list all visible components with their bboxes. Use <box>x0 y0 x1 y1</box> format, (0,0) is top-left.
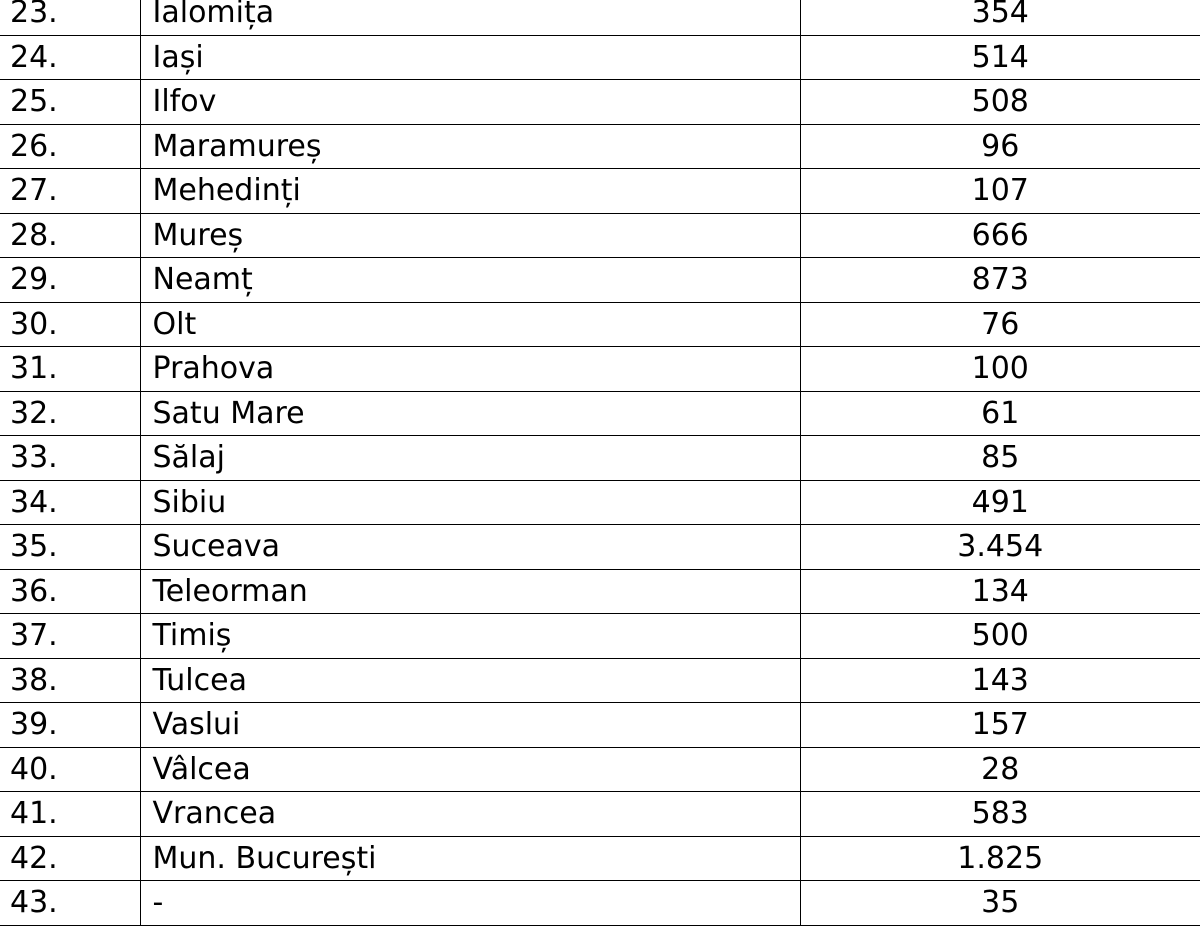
value-cell: 143 <box>800 658 1200 703</box>
row-number-cell: 24. <box>0 35 140 80</box>
county-name-cell: Prahova <box>140 347 800 392</box>
county-name-cell: Satu Mare <box>140 391 800 436</box>
table-row <box>0 391 1200 436</box>
row-number-cell: 31. <box>0 347 140 392</box>
value-cell: 3.454 <box>800 525 1200 570</box>
value-cell: 508 <box>800 80 1200 125</box>
table-row <box>0 302 1200 347</box>
row-number-cell: 40. <box>0 747 140 792</box>
row-number-cell: 26. <box>0 124 140 169</box>
table-row <box>0 0 1200 35</box>
county-name-cell: Mun. București <box>140 836 800 881</box>
county-name-cell: Ialomița <box>140 0 800 35</box>
table-row <box>0 703 1200 748</box>
county-name-cell: Vâlcea <box>140 747 800 792</box>
county-name-cell: Teleorman <box>140 569 800 614</box>
value-cell: 491 <box>800 480 1200 525</box>
table-row <box>0 525 1200 570</box>
value-cell: 354 <box>800 0 1200 35</box>
table-row <box>0 881 1200 926</box>
county-name-cell: - <box>140 881 800 926</box>
value-cell: 583 <box>800 792 1200 837</box>
row-number-cell: 28. <box>0 213 140 258</box>
row-number-cell: 32. <box>0 391 140 436</box>
county-name-cell: Sălaj <box>140 436 800 481</box>
row-number-cell: 38. <box>0 658 140 703</box>
table-row <box>0 614 1200 659</box>
value-cell: 61 <box>800 391 1200 436</box>
table-row <box>0 792 1200 837</box>
value-cell: 1.825 <box>800 836 1200 881</box>
county-name-cell: Vrancea <box>140 792 800 837</box>
value-cell: 28 <box>800 747 1200 792</box>
row-number-cell: 27. <box>0 169 140 214</box>
value-cell: 107 <box>800 169 1200 214</box>
table-row <box>0 480 1200 525</box>
row-number-cell: 39. <box>0 703 140 748</box>
row-number-cell: 37. <box>0 614 140 659</box>
county-name-cell: Mureș <box>140 213 800 258</box>
county-name-cell: Suceava <box>140 525 800 570</box>
table-row <box>0 258 1200 303</box>
value-cell: 873 <box>800 258 1200 303</box>
county-name-cell: Olt <box>140 302 800 347</box>
value-cell: 35 <box>800 881 1200 926</box>
value-cell: 76 <box>800 302 1200 347</box>
value-cell: 134 <box>800 569 1200 614</box>
row-number-cell: 43. <box>0 881 140 926</box>
table-row <box>0 169 1200 214</box>
county-name-cell: Mehedinți <box>140 169 800 214</box>
value-cell: 500 <box>800 614 1200 659</box>
table-row <box>0 436 1200 481</box>
table-row <box>0 124 1200 169</box>
county-name-cell: Vaslui <box>140 703 800 748</box>
table-row <box>0 80 1200 125</box>
row-number-cell: 25. <box>0 80 140 125</box>
table-row <box>0 35 1200 80</box>
county-name-cell: Timiș <box>140 614 800 659</box>
row-number-cell: 42. <box>0 836 140 881</box>
row-number-cell: 33. <box>0 436 140 481</box>
county-name-cell: Ilfov <box>140 80 800 125</box>
row-number-cell: 36. <box>0 569 140 614</box>
value-cell: 85 <box>800 436 1200 481</box>
row-number-cell: 23. <box>0 0 140 35</box>
county-name-cell: Tulcea <box>140 658 800 703</box>
value-cell: 96 <box>800 124 1200 169</box>
value-cell: 157 <box>800 703 1200 748</box>
value-cell: 666 <box>800 213 1200 258</box>
table-row <box>0 658 1200 703</box>
county-name-cell: Maramureș <box>140 124 800 169</box>
row-number-cell: 34. <box>0 480 140 525</box>
row-number-cell: 30. <box>0 302 140 347</box>
county-name-cell: Iași <box>140 35 800 80</box>
table-row <box>0 347 1200 392</box>
row-number-cell: 41. <box>0 792 140 837</box>
county-name-cell: Sibiu <box>140 480 800 525</box>
value-cell: 514 <box>800 35 1200 80</box>
table-row <box>0 569 1200 614</box>
table-row <box>0 836 1200 881</box>
table-row <box>0 213 1200 258</box>
county-name-cell: Neamț <box>140 258 800 303</box>
value-cell: 100 <box>800 347 1200 392</box>
row-number-cell: 29. <box>0 258 140 303</box>
table-row <box>0 747 1200 792</box>
row-number-cell: 35. <box>0 525 140 570</box>
